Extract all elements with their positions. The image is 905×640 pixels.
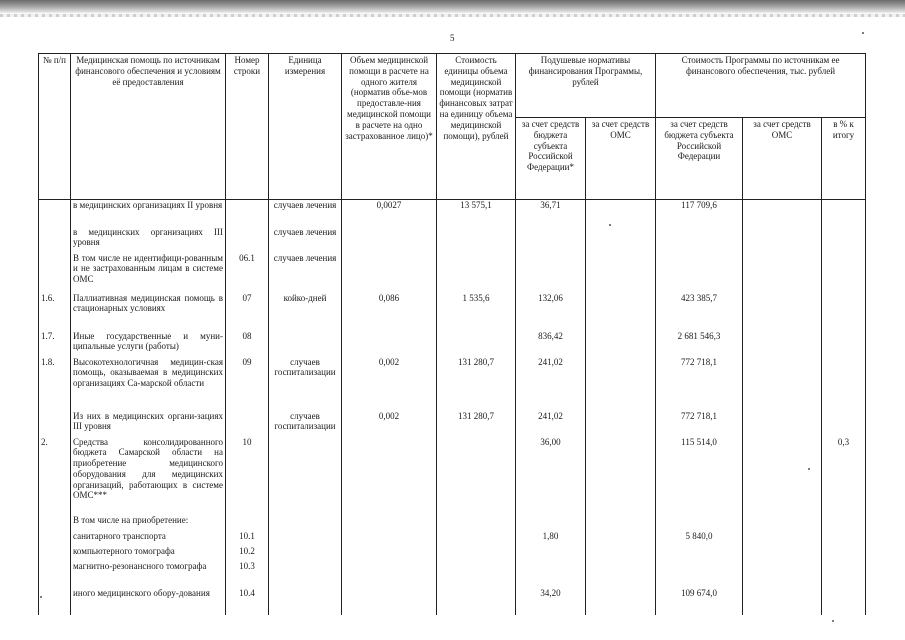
header-per-capita-budget: за счет средств бюджета субъекта Российской Федерации* <box>516 118 586 200</box>
row-line-number: 10.1 <box>226 530 269 545</box>
row-line-number: 08 <box>226 330 269 356</box>
row-num <box>39 410 71 436</box>
row-per-capita-oms <box>586 252 656 292</box>
scan-speck <box>862 32 864 34</box>
row-num <box>39 252 71 292</box>
row-line-number <box>226 200 269 226</box>
row-unit-cost: 13 575,1 <box>437 200 516 226</box>
row-program-oms <box>743 330 822 356</box>
row-volume: 0,086 <box>342 292 437 330</box>
row-program-percent <box>822 330 866 356</box>
row-volume <box>342 530 437 545</box>
row-line-number: 10.4 <box>226 587 269 615</box>
row-per-capita-oms <box>586 436 656 514</box>
row-program-budget <box>656 545 743 560</box>
row-unit <box>269 530 342 545</box>
header-volume: Объем медицинской помощи в расчете на одного жителя (норматив объе-мов предоставле-ния медицинской помощи в расчете на одно застрахованное лицо)* <box>342 54 437 200</box>
page-number: 5 <box>450 33 455 43</box>
row-program-oms <box>743 587 822 615</box>
row-num <box>39 514 71 530</box>
row-program-percent: 0,3 <box>822 436 866 514</box>
table-row <box>39 530 866 545</box>
row-per-capita-budget <box>516 560 586 587</box>
row-line-number <box>226 514 269 530</box>
row-program-percent <box>822 252 866 292</box>
row-unit <box>269 560 342 587</box>
row-unit-cost <box>437 560 516 587</box>
row-line-number: 06.1 <box>226 252 269 292</box>
row-line-number: 10.3 <box>226 560 269 587</box>
row-name: В том числе не идентифици-рованным и не застрахованным лицам в системе ОМС <box>71 252 226 292</box>
table-row <box>39 587 866 615</box>
row-line-number: 10.2 <box>226 545 269 560</box>
row-per-capita-oms <box>586 292 656 330</box>
table-row <box>39 252 866 292</box>
row-num <box>39 587 71 615</box>
row-num <box>39 545 71 560</box>
row-program-budget: 423 385,7 <box>656 292 743 330</box>
row-num <box>39 200 71 226</box>
row-num <box>39 530 71 545</box>
row-name: Высокотехнологичная медицин-ская помощь, оказываемая в медицинских организациях Са-марской области <box>71 356 226 410</box>
row-unit-cost: 131 280,7 <box>437 356 516 410</box>
row-per-capita-oms <box>586 410 656 436</box>
row-name: санитарного транспорта <box>71 530 226 545</box>
header-program-budget: за счет средств бюджета субъекта Российской Федерации <box>656 118 743 200</box>
row-per-capita-budget: 34,20 <box>516 587 586 615</box>
row-per-capita-oms <box>586 356 656 410</box>
row-program-percent <box>822 226 866 252</box>
row-volume <box>342 226 437 252</box>
table-row <box>39 200 866 226</box>
row-unit: случаев лечения <box>269 226 342 252</box>
table-row <box>39 545 866 560</box>
row-num: 2. <box>39 436 71 514</box>
row-name: в медицинских организациях II уровня <box>71 200 226 226</box>
scan-speck <box>832 620 834 622</box>
row-num: 1.7. <box>39 330 71 356</box>
header-help: Медицинская помощь по источникам финансового обеспечения и условиям её предоставления <box>71 54 226 200</box>
table-row <box>39 436 866 514</box>
scan-speck <box>609 224 611 226</box>
row-per-capita-budget: 241,02 <box>516 356 586 410</box>
row-num: 1.6. <box>39 292 71 330</box>
row-name: Паллиативная медицинская помощь в стационарных условиях <box>71 292 226 330</box>
table-row <box>39 560 866 587</box>
table-row <box>39 226 866 252</box>
row-volume <box>342 252 437 292</box>
row-program-budget: 115 514,0 <box>656 436 743 514</box>
row-volume <box>342 545 437 560</box>
row-program-percent <box>822 292 866 330</box>
row-num <box>39 226 71 252</box>
row-per-capita-budget: 36,00 <box>516 436 586 514</box>
row-program-percent <box>822 587 866 615</box>
row-volume: 0,002 <box>342 356 437 410</box>
row-per-capita-oms <box>586 545 656 560</box>
header-unit: Единица измерения <box>269 54 342 200</box>
row-program-budget: 772 718,1 <box>656 410 743 436</box>
header-per-capita-group: Подушевые нормативы финансирования Программы, рублей <box>516 54 656 118</box>
row-per-capita-oms <box>586 226 656 252</box>
row-name: В том числе на приобретение: <box>71 514 226 530</box>
table-row <box>39 514 866 530</box>
table-row <box>39 356 866 410</box>
row-program-budget: 109 674,0 <box>656 587 743 615</box>
row-program-percent <box>822 356 866 410</box>
row-program-oms <box>743 560 822 587</box>
row-name: магнитно-резонансного томографа <box>71 560 226 587</box>
row-per-capita-budget: 241,02 <box>516 410 586 436</box>
row-per-capita-oms <box>586 514 656 530</box>
row-program-oms <box>743 200 822 226</box>
row-unit-cost <box>437 530 516 545</box>
row-num: 1.8. <box>39 356 71 410</box>
row-program-budget <box>656 226 743 252</box>
row-unit-cost: 131 280,7 <box>437 410 516 436</box>
row-line-number <box>226 226 269 252</box>
row-unit-cost <box>437 252 516 292</box>
row-program-budget: 772 718,1 <box>656 356 743 410</box>
scan-top-edge <box>0 0 905 14</box>
row-per-capita-budget: 132,06 <box>516 292 586 330</box>
row-line-number: 10 <box>226 436 269 514</box>
row-unit <box>269 330 342 356</box>
row-program-budget: 5 840,0 <box>656 530 743 545</box>
row-program-oms <box>743 514 822 530</box>
row-unit: случаев госпитализации <box>269 410 342 436</box>
row-program-budget: 2 681 546,3 <box>656 330 743 356</box>
row-per-capita-oms <box>586 530 656 545</box>
row-volume <box>342 514 437 530</box>
table-row <box>39 410 866 436</box>
row-program-oms <box>743 356 822 410</box>
row-per-capita-budget: 36,71 <box>516 200 586 226</box>
row-unit-cost <box>437 330 516 356</box>
row-program-percent <box>822 410 866 436</box>
row-name: иного медицинского обору-дования <box>71 587 226 615</box>
row-volume <box>342 587 437 615</box>
row-unit-cost <box>437 226 516 252</box>
row-program-oms <box>743 410 822 436</box>
row-unit-cost <box>437 436 516 514</box>
row-per-capita-oms <box>586 560 656 587</box>
row-name: Средства консолидированного бюджета Самарской области на приобретение медицинского оборудования для медицинских организаций, работающих в системе ОМС*** <box>71 436 226 514</box>
header-program-percent: в % к итогу <box>822 118 866 200</box>
row-line-number: 07 <box>226 292 269 330</box>
scan-speck <box>40 596 42 598</box>
row-unit <box>269 587 342 615</box>
row-per-capita-budget <box>516 545 586 560</box>
row-per-capita-oms <box>586 200 656 226</box>
row-line-number <box>226 410 269 436</box>
row-program-oms <box>743 436 822 514</box>
row-volume <box>342 560 437 587</box>
row-unit-cost <box>437 514 516 530</box>
row-program-oms <box>743 226 822 252</box>
row-per-capita-budget <box>516 252 586 292</box>
row-program-percent <box>822 560 866 587</box>
row-unit-cost <box>437 587 516 615</box>
header-per-capita-oms: за счет средств ОМС <box>586 118 656 200</box>
row-program-oms <box>743 545 822 560</box>
row-name: в медицинских организациях III уровня <box>71 226 226 252</box>
row-volume <box>342 436 437 514</box>
row-per-capita-budget: 1,80 <box>516 530 586 545</box>
scan-top-edge-noise <box>0 14 905 17</box>
row-unit-cost: 1 535,6 <box>437 292 516 330</box>
header-program-cost-group: Стоимость Программы по источникам ее финансового обеспечения, тыс. рублей <box>656 54 866 118</box>
row-name: Иные государственные и муни-ципальные услуги (работы) <box>71 330 226 356</box>
row-per-capita-oms <box>586 330 656 356</box>
row-program-oms <box>743 530 822 545</box>
row-per-capita-budget <box>516 226 586 252</box>
scan-speck <box>808 468 810 470</box>
row-line-number: 09 <box>226 356 269 410</box>
row-per-capita-oms <box>586 587 656 615</box>
row-volume: 0,0027 <box>342 200 437 226</box>
row-program-budget <box>656 560 743 587</box>
row-per-capita-budget: 836,42 <box>516 330 586 356</box>
table-row <box>39 292 866 330</box>
row-unit-cost <box>437 545 516 560</box>
row-program-budget <box>656 252 743 292</box>
row-num <box>39 560 71 587</box>
header-unit-cost: Стоимость единицы объема медицинской помощи (норматив финансовых затрат на единицу объема медицинской помощи), рублей <box>437 54 516 200</box>
financing-table <box>38 53 866 615</box>
row-unit: случаев госпитализации <box>269 356 342 410</box>
row-unit <box>269 514 342 530</box>
row-program-percent <box>822 200 866 226</box>
header-program-oms: за счет средств ОМС <box>743 118 822 200</box>
row-volume: 0,002 <box>342 410 437 436</box>
row-program-percent <box>822 530 866 545</box>
row-program-budget: 117 709,6 <box>656 200 743 226</box>
row-program-percent <box>822 545 866 560</box>
row-name: компьютерного томографа <box>71 545 226 560</box>
row-unit: койко-дней <box>269 292 342 330</box>
row-unit: случаев лечения <box>269 200 342 226</box>
row-program-oms <box>743 292 822 330</box>
row-program-budget <box>656 514 743 530</box>
row-unit: случаев лечения <box>269 252 342 292</box>
row-program-percent <box>822 514 866 530</box>
row-volume <box>342 330 437 356</box>
row-per-capita-budget <box>516 514 586 530</box>
row-name: Из них в медицинских органи-зациях III уровня <box>71 410 226 436</box>
row-unit <box>269 436 342 514</box>
header-row-number: Номер строки <box>226 54 269 200</box>
header-num: № п/п <box>39 54 71 200</box>
table-row <box>39 330 866 356</box>
row-program-oms <box>743 252 822 292</box>
row-unit <box>269 545 342 560</box>
